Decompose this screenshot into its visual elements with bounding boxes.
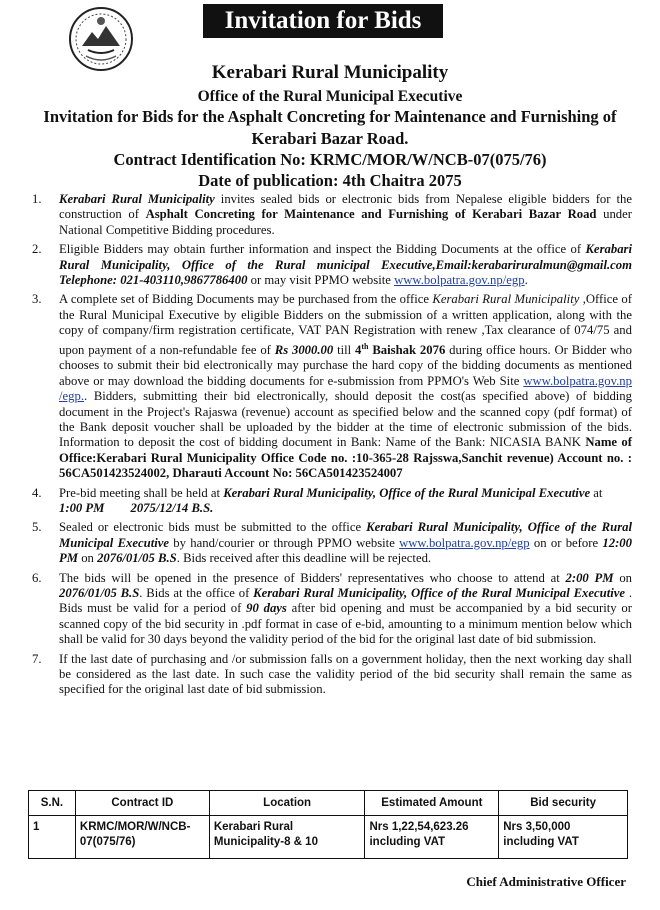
contract-identification: Contract Identification No: KRMC/MOR/W/NCB-07(075/76) bbox=[113, 150, 547, 169]
item-number: 5. bbox=[32, 520, 42, 535]
signature-title: Chief Administrative Officer bbox=[466, 874, 626, 889]
text-segment: The bids will be opened in the presence of Bidders' representatives who choose to attend at bbox=[59, 570, 566, 585]
item-number: 2. bbox=[32, 242, 42, 257]
text-segment: during office hours. Or Bidder who chooses to submit their bid electronically may purchase the hard copy of the bidding documents as mentioned above or may download the bidding documents for e-submission from PPMO's Web Site bbox=[59, 342, 632, 388]
text-segment: under National Competitive Bidding procedures. bbox=[59, 207, 633, 237]
notice-list bbox=[26, 192, 632, 702]
table-cell: 1 bbox=[29, 816, 76, 859]
page-banner-title: Invitation for Bids bbox=[203, 4, 443, 38]
text-segment: 4 bbox=[355, 342, 362, 357]
item-number: 6. bbox=[32, 570, 42, 585]
text-segment: . Bidders, submitting their bid electronically, should deposit the cost(as specified above) of bidding document in the Project's Rajaswa (revenue) account as specified below and the scanned copy (pdf format) of the Bank deposit voucher shall be uploaded by the bidder at the time of electronic submission of the bids. Information to deposit the cost of bidding document in Bank: Name of the Bank: NICASIA BANK bbox=[59, 389, 632, 450]
text-segment: on bbox=[613, 570, 633, 585]
text-segment: at bbox=[590, 485, 603, 500]
text-segment: th bbox=[361, 341, 369, 351]
list-item bbox=[26, 571, 632, 648]
text-segment: 12:00 PM bbox=[59, 535, 632, 566]
text-segment: If the last date of purchasing and /or submission falls on a government holiday, then the next working day shall be considered as the last date. In such case the validity period of the bid security shall remain the same as specified for the original last date of bid submission. bbox=[59, 651, 632, 697]
text-segment: or may visit PPMO website bbox=[247, 273, 395, 288]
publication-date: Date of publication: 4th Chaitra 2075 bbox=[198, 171, 462, 190]
text-segment: Kerabari Rural Municipality, Office of the Rural Municipal Executive bbox=[59, 520, 633, 550]
text-segment: . Bids received after this deadline will be rejected. bbox=[176, 551, 432, 566]
text-segment: Kerabari Rural Municipality bbox=[432, 292, 580, 307]
text-segment: Pre-bid meeting shall be held at bbox=[59, 485, 224, 500]
text-segment: invites sealed bids or electronic bids from Nepalese eligible bidders for the construction of bbox=[59, 192, 632, 222]
fee-amount: Rs 3000.00 bbox=[274, 342, 334, 357]
list-item bbox=[26, 192, 632, 238]
table-cell: KRMC/MOR/W/NCB-07(075/76) bbox=[75, 816, 209, 859]
list-item bbox=[26, 486, 632, 517]
text-segment: 2076/01/05 B.S bbox=[97, 551, 177, 566]
table-row bbox=[29, 816, 628, 859]
text-segment: on or before bbox=[529, 535, 603, 550]
text-segment: Kerabari Rural Municipality bbox=[59, 192, 215, 206]
contract-table bbox=[28, 790, 628, 859]
list-item bbox=[26, 242, 632, 288]
item-number: 7. bbox=[32, 651, 42, 666]
text-segment: 2076/01/05 B.S bbox=[59, 585, 140, 600]
text-segment: Asphalt Concreting for Maintenance and Furnishing of Kerabari Bazar Road bbox=[145, 207, 597, 222]
column-header: Location bbox=[209, 791, 365, 816]
text-segment: Eligible Bidders may obtain further information and inspect the Bidding Documents at the office of bbox=[59, 242, 586, 257]
text-segment: Baishak 2076 bbox=[368, 342, 446, 357]
text-segment: . Bids must be valid for a period of bbox=[59, 585, 632, 616]
table-cell: Nrs 1,22,54,623.26 including VAT bbox=[365, 816, 499, 859]
bank-account-details: Name of Office:Kerabari Rural Municipality Office Code no. :10-365-28 Rajsswa,Sanchit revenue) Account no. : 56CA501423524002, Dharauti Account No: 56CA501423524007 bbox=[59, 435, 632, 481]
column-header: S.N. bbox=[29, 791, 76, 816]
text-segment: on bbox=[78, 551, 98, 566]
text-segment: till bbox=[333, 342, 356, 357]
text-segment: by hand/courier or through PPMO website bbox=[169, 535, 400, 550]
table-cell: Kerabari Rural Municipality-8 & 10 bbox=[209, 816, 365, 859]
text-segment: Kerabari Rural Municipality, Office of the Rural Municipal Executive bbox=[223, 485, 591, 500]
item-number: 1. bbox=[32, 192, 42, 206]
ppmo-website-link[interactable]: www.bolpatra.gov.np /egp. bbox=[59, 373, 632, 404]
ppmo-website-link[interactable]: www.bolpatra.gov.np/egp bbox=[399, 535, 530, 550]
text-segment: Kerabari Rural Municipality, Office of the Rural municipal Executive,Email:kerabariruralmun@gmail.com Telephone: 021-403110,9867786400 bbox=[59, 242, 632, 288]
item-number: 4. bbox=[32, 485, 42, 500]
meeting-date: 2075/12/14 B.S. bbox=[130, 500, 214, 515]
text-segment: 2:00 PM bbox=[565, 570, 614, 585]
text-segment: . bbox=[524, 273, 528, 288]
office-name: Office of the Rural Municipal Executive bbox=[197, 88, 463, 105]
organization-name: Kerabari Rural Municipality bbox=[211, 62, 449, 83]
column-header: Estimated Amount bbox=[365, 791, 499, 816]
meeting-time: 1:00 PM bbox=[59, 500, 105, 515]
text-segment: ,Office of the Rural Municipal Executive by eligible Bidders on the submission of a written application, along with the copy of company/firm registration certificate, VAT PAN Registration with renew ,Tax clearance of 074/75 and upon payment of a non-refundable fee of bbox=[59, 292, 632, 357]
list-item bbox=[26, 292, 632, 481]
table-cell: Nrs 3,50,000 including VAT bbox=[499, 816, 628, 859]
text-segment: 90 days bbox=[246, 601, 287, 616]
list-item bbox=[26, 652, 632, 698]
text-segment: A complete set of Bidding Documents may be purchased from the office bbox=[59, 292, 433, 307]
text-segment: Sealed or electronic bids must be submitted to the office bbox=[59, 520, 367, 535]
list-item bbox=[26, 520, 632, 566]
text-segment: . Bids at the office of bbox=[139, 585, 254, 600]
table-header-row bbox=[29, 791, 628, 816]
text-segment: after bid opening and must be accompanied by a bid security or scanned copy of the bid security in .pdf format in case of e-bid, amounting to a minimum mention below which shall be valid for 30 days beyond the validity period of the bid for the original last date of bid submission. bbox=[59, 601, 632, 647]
ppmo-website-link[interactable]: www.bolpatra.gov.np/egp bbox=[394, 273, 525, 288]
column-header: Contract ID bbox=[75, 791, 209, 816]
text-segment: Kerabari Rural Municipality, Office of the Rural Municipal Executive bbox=[253, 585, 626, 600]
column-header: Bid security bbox=[499, 791, 628, 816]
item-number: 3. bbox=[32, 292, 42, 307]
bid-subject: Invitation for Bids for the Asphalt Concreting for Maintenance and Furnishing of Kerabari Bazar Road. bbox=[43, 107, 617, 148]
